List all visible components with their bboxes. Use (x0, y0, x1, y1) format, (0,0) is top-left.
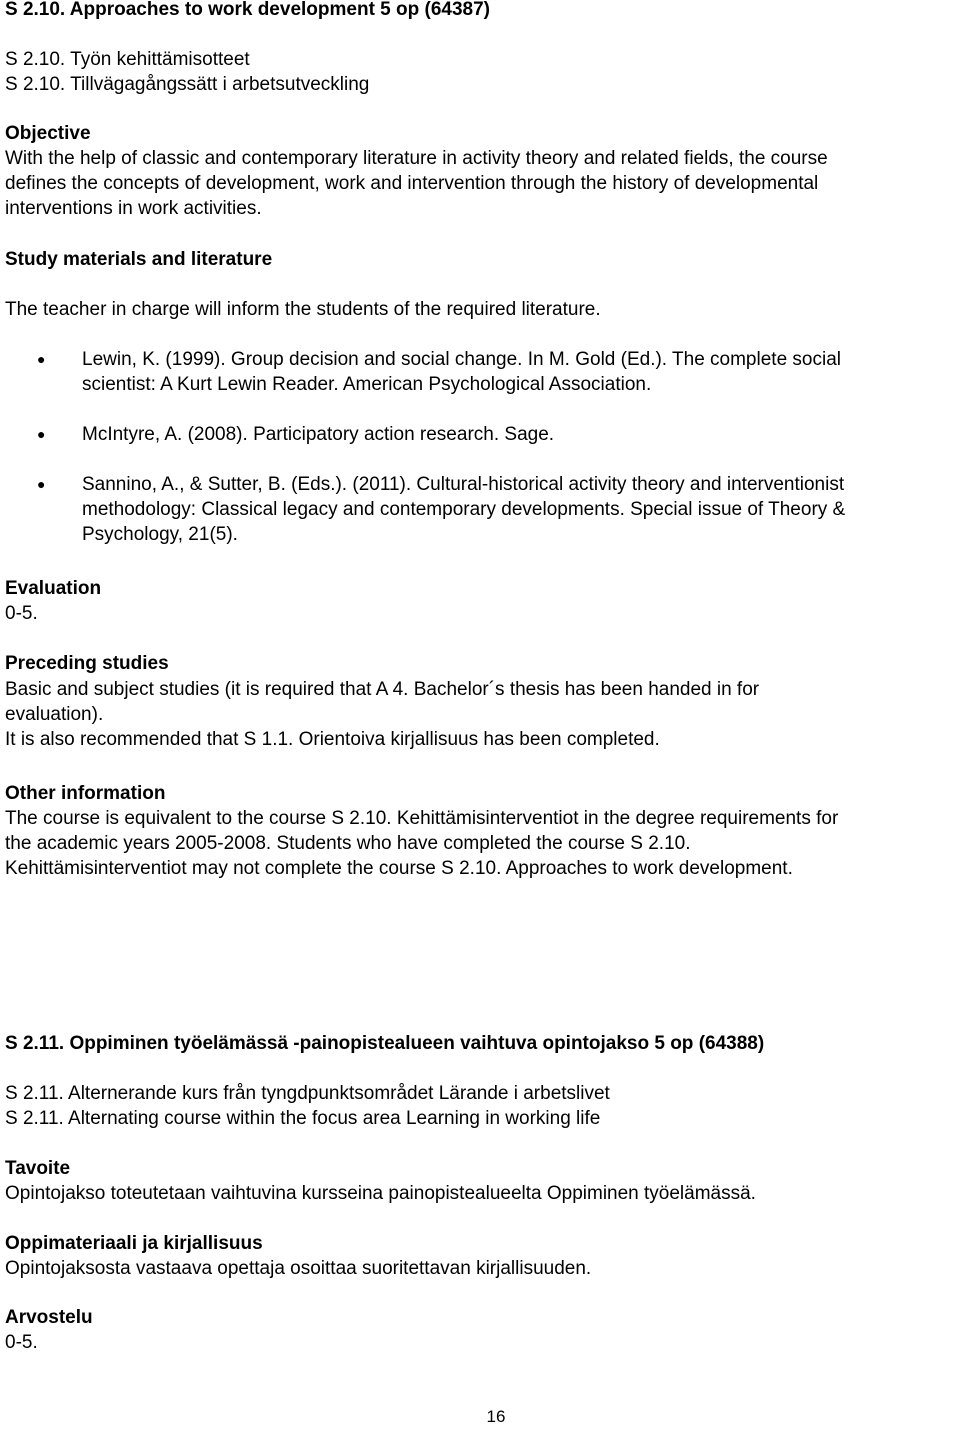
text-line: Basic and subject studies (it is required that A 4. Bachelor´s thesis has been handed in for (5, 679, 760, 700)
text-line: It is also recommended that S 1.1. Orientoiva kirjallisuus has been completed. (5, 729, 660, 750)
text-line: the academic years 2005-2008. Students who have completed the course S 2.10. (5, 833, 691, 854)
preceding-heading: Preceding studies (5, 653, 169, 674)
materials-heading: Study materials and literature (5, 249, 273, 270)
tavoite-heading: Tavoite (5, 1158, 71, 1179)
other-heading: Other information (5, 783, 166, 804)
course2-alt-title-en: S 2.11. Alternating course within the focus area Learning in working life (5, 1108, 601, 1129)
course2-title: S 2.11. Oppiminen työelämässä -painopistealueen vaihtuva opintojakso 5 op (64388) (5, 1033, 765, 1054)
course-title: S 2.10. Approaches to work development 5 op (64387) (5, 0, 491, 20)
evaluation-heading: Evaluation (5, 578, 102, 599)
bullet-icon: ● (37, 426, 46, 442)
text-line: interventions in work activities. (5, 198, 262, 219)
objective-text (5, 146, 955, 221)
other-text (5, 806, 955, 881)
materiaali-text: Opintojaksosta vastaava opettaja osoittaa suoritettavan kirjallisuuden. (5, 1258, 592, 1279)
course-alt-title-sv: S 2.10. Tillvägagångssätt i arbetsutveckling (5, 74, 370, 95)
course-alt-title-fi: S 2.10. Työn kehittämisotteet (5, 49, 250, 70)
reference-item: ● McIntyre, A. (2008). Participatory action research. Sage. (37, 424, 555, 445)
bullet-icon: ● (37, 351, 46, 367)
course2-alt-title-sv: S 2.11. Alternerande kurs från tyngdpunktsområdet Lärande i arbetslivet (5, 1083, 610, 1104)
tavoite-text: Opintojakso toteutetaan vaihtuvina kursseina painopistealueelta Oppiminen työelämässä. (5, 1183, 756, 1204)
text-line: defines the concepts of development, work and intervention through the history of developmental (5, 173, 819, 194)
arvostelu-heading: Arvostelu (5, 1307, 93, 1328)
objective-heading: Objective (5, 123, 91, 144)
text-line: evaluation). (5, 704, 104, 725)
bullet-icon: ● (37, 476, 46, 492)
evaluation-text: 0-5. (5, 603, 38, 624)
text-line: With the help of classic and contemporary literature in activity theory and related fields, the course (5, 148, 828, 169)
materials-text: The teacher in charge will inform the students of the required literature. (5, 299, 601, 320)
materiaali-heading: Oppimateriaali ja kirjallisuus (5, 1233, 263, 1254)
reference-item: ● Sannino, A., & Sutter, B. (Eds.). (2011). Cultural-historical activity theory and interventionist methodology: Classical legacy and contemporary developments. Special issue of Theory & Psychology, 21(5). (37, 474, 846, 545)
preceding-text (5, 677, 955, 752)
text-line: The course is equivalent to the course S 2.10. Kehittämisinterventiot in the degree requirements for (5, 808, 839, 829)
arvostelu-text: 0-5. (5, 1332, 38, 1353)
reference-list (0, 347, 955, 572)
reference-item: ● Lewin, K. (1999). Group decision and social change. In M. Gold (Ed.). The complete social scientist: A Kurt Lewin Reader. American Psychological Association. (37, 349, 841, 395)
page-number: 16 (486, 1407, 506, 1426)
text-line: Kehittämisinterventiot may not complete the course S 2.10. Approaches to work development. (5, 858, 793, 879)
